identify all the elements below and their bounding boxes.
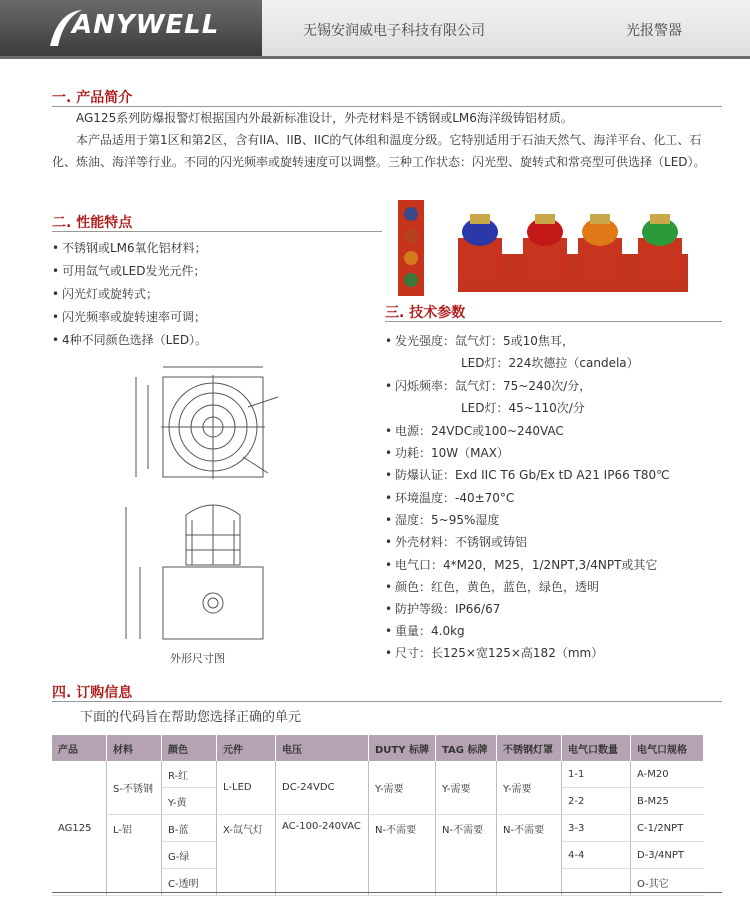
spec-item: • 湿度：5~95%湿度 — [385, 513, 500, 527]
color-code: R-红 — [162, 761, 217, 788]
intro-paragraph-2: 本产品适用于第1区和第2区，含有IIA、IIB、IIC的气体组和温度分级。它特别适用于石油天然气、海洋平台、化工、石化、炼油、海洋等行业。不同的闪光频率或旋转速度可以调整。三种工作状态：闪光型、旋转式和常亮型可供选择（LED）。 — [52, 133, 706, 169]
tag-code: N-不需要 — [436, 815, 497, 896]
spec-item: LED灯：45~110次/分 — [461, 401, 585, 415]
brand-logo: ANYWELL — [72, 10, 220, 40]
col-header: 材料 — [107, 735, 162, 761]
col-header: 不锈钢灯罩 — [497, 735, 562, 761]
company-name: 无锡安润威电子科技有限公司 — [303, 23, 485, 39]
duty-code: Y-需要 — [369, 761, 436, 815]
cover-code: N-不需要 — [497, 815, 562, 896]
header-divider — [0, 56, 750, 59]
col-header: 电压 — [276, 735, 369, 761]
spec-item: • 电气口：4*M20，M25，1/2NPT,3/4NPT或其它 — [385, 558, 658, 572]
page-header — [0, 0, 750, 56]
spec-code: A-M20 — [631, 761, 704, 788]
spec-item: • 防爆认证：Exd IIC T6 Gb/Ex tD A21 IP66 T80℃ — [385, 468, 670, 482]
col-header: 颜色 — [162, 735, 217, 761]
table-row — [52, 761, 704, 788]
spec-code: D-3/4NPT — [631, 842, 704, 869]
cover-code: Y-需要 — [497, 761, 562, 815]
drawing-caption: 外形尺寸图 — [170, 652, 225, 665]
qty-code: 1-1 — [562, 761, 631, 788]
color-code: C-透明 — [162, 869, 217, 896]
table-row — [52, 815, 704, 842]
feature-item: • 可用氙气或LED发光元件； — [52, 264, 206, 278]
section-title-features: 二. 性能特点 — [52, 215, 133, 231]
spec-item: • 环境温度：-40±70°C — [385, 491, 515, 505]
color-code: G-绿 — [162, 842, 217, 869]
element-code: L-LED — [217, 761, 276, 815]
table-header-row — [52, 735, 704, 761]
spec-item: • 外壳材料：不锈钢或铸铝 — [385, 535, 528, 549]
qty-code: 4-4 — [562, 842, 631, 869]
spec-code: C-1/2NPT — [631, 815, 704, 842]
order-code-table — [52, 735, 704, 896]
spec-item: • 防护等级：IP66/67 — [385, 602, 501, 616]
dimension-drawing — [118, 355, 308, 645]
section-divider — [52, 701, 722, 702]
spec-item: • 功耗：10W（MAX） — [385, 446, 509, 460]
material-code: L-铝 — [107, 815, 162, 896]
color-code: B-蓝 — [162, 815, 217, 842]
col-header: 产品 — [52, 735, 107, 761]
product-category: 光报警器 — [626, 23, 682, 39]
col-header: 元件 — [217, 735, 276, 761]
qty-code: 2-2 — [562, 788, 631, 815]
product-photo — [398, 198, 688, 298]
spec-item: • 尺寸：长125×宽125×高182（mm） — [385, 646, 604, 660]
spec-item: • 颜色：红色，黄色，蓝色，绿色，透明 — [385, 580, 600, 594]
col-header: DUTY 标牌 — [369, 735, 436, 761]
intro-paragraph-1: AG125系列防爆报警灯根据国内外最新标准设计，外壳材料是不锈钢或LM6海洋级铸铝材质。 — [76, 111, 573, 125]
feature-item: • 闪光灯或旋转式； — [52, 287, 159, 301]
section-title-intro: 一. 产品简介 — [52, 90, 133, 106]
col-header: 电气口规格 — [631, 735, 704, 761]
section-title-ordering: 四. 订购信息 — [52, 685, 133, 701]
duty-code: N-不需要 — [369, 815, 436, 896]
section-divider — [385, 321, 722, 322]
spec-item: • 重量：4.0kg — [385, 624, 465, 638]
spec-item: • 电源：24VDC或100~240VAC — [385, 424, 564, 438]
voltage-code: DC-24VDC — [276, 761, 369, 815]
spec-item: • 闪烁频率：氙气灯：75~240次/分， — [385, 379, 592, 393]
feature-item: • 不锈钢或LM6氧化铝材料； — [52, 241, 207, 255]
spec-code: O-其它 — [631, 869, 704, 896]
product-code: AG125 — [52, 761, 107, 896]
voltage-code: AC-100-240VAC — [276, 815, 369, 896]
material-code: S-不锈钢 — [107, 761, 162, 815]
col-header: 电气口数量 — [562, 735, 631, 761]
spec-item: • 发光强度：氙气灯：5或10焦耳， — [385, 334, 574, 348]
section-title-specs: 三. 技术参数 — [385, 305, 466, 321]
ordering-subtitle: 下面的代码旨在帮助您选择正确的单元 — [80, 710, 302, 725]
feature-item: • 4种不同颜色选择（LED）。 — [52, 333, 208, 347]
tag-code: Y-需要 — [436, 761, 497, 815]
spec-item: LED灯：224坎德拉（candela） — [461, 356, 639, 370]
color-code: Y-黄 — [162, 788, 217, 815]
element-code: X-氙气灯 — [217, 815, 276, 896]
feature-item: • 闪光频率或旋转速率可调； — [52, 310, 207, 324]
spec-code: B-M25 — [631, 788, 704, 815]
col-header: TAG 标牌 — [436, 735, 497, 761]
table-bottom-rule — [52, 892, 722, 893]
section-divider — [52, 231, 382, 232]
qty-code: 3-3 — [562, 815, 631, 842]
